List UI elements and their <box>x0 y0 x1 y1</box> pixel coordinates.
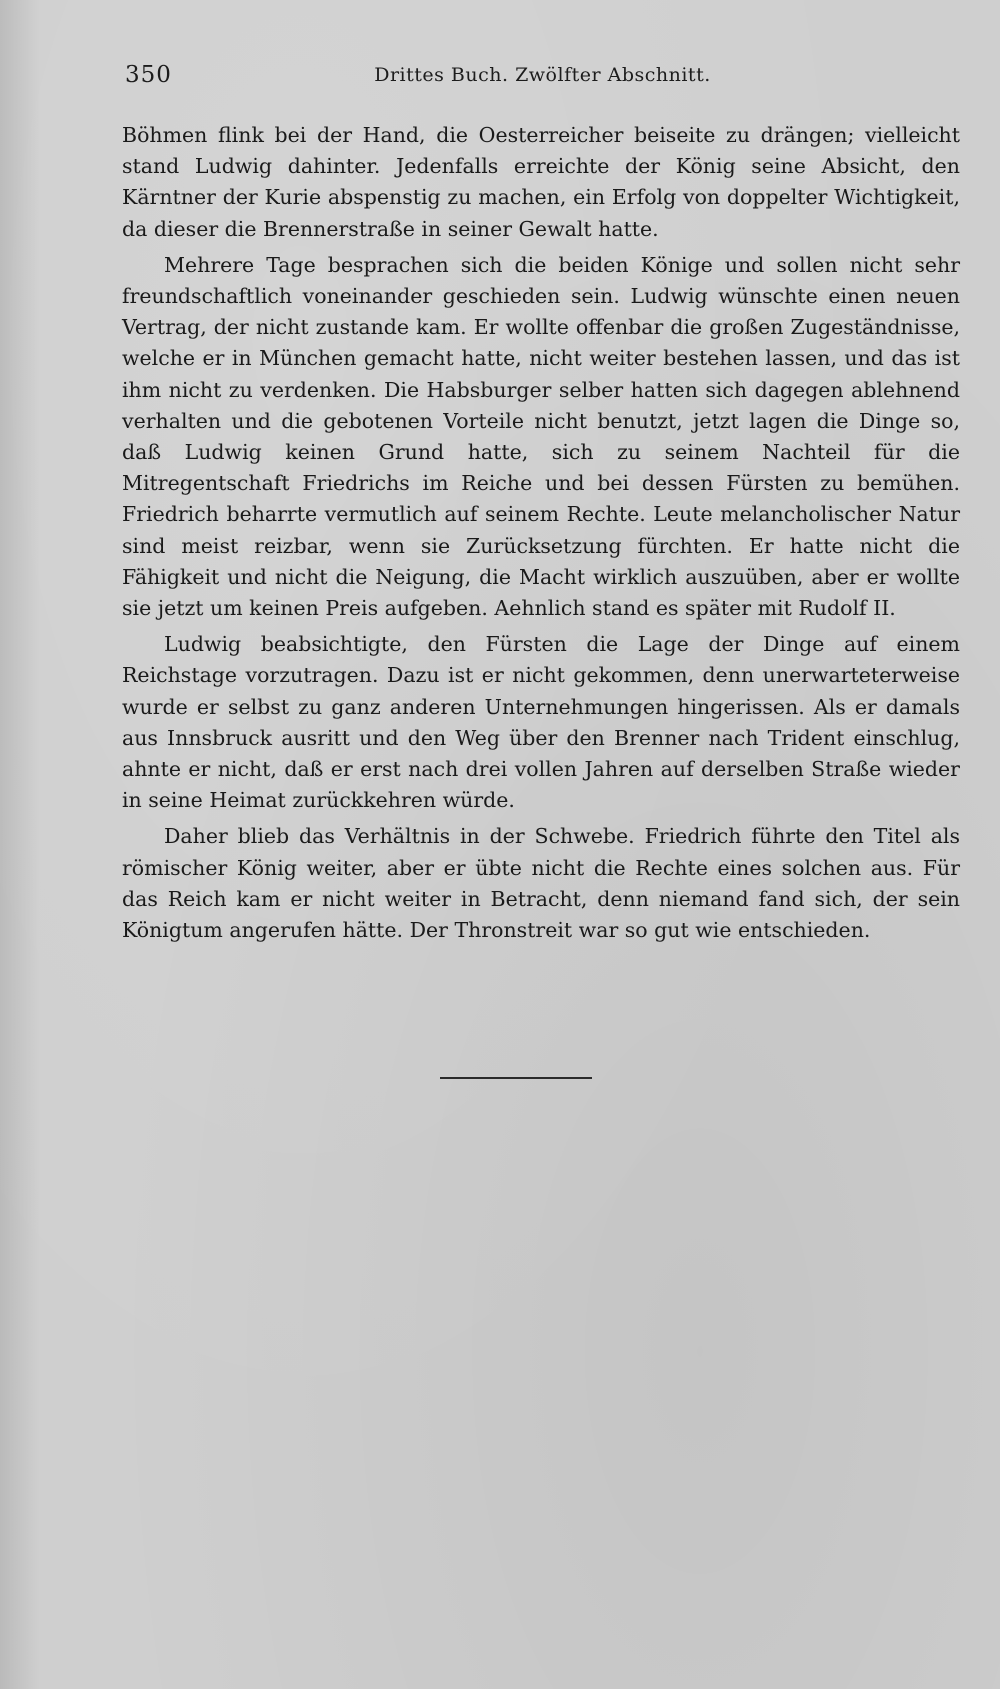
paragraph: Daher blieb das Verhältnis in der Schwebe. Friedrich führte den Titel als römischer König weiter, aber er übte nicht die Rechte eines solchen aus. Für das Reich kam er nicht weiter in Betracht, denn niemand fand sich, der sein Königtum angerufen hätte. Der Thronstreit war so gut wie entschieden. <box>122 824 960 943</box>
page-number: 350 <box>125 62 172 88</box>
body-text <box>122 120 960 951</box>
paragraph: Ludwig beabsichtigte, den Fürsten die Lage der Dinge auf einem Reichstage vorzutragen. Dazu ist er nicht gekommen, denn unerwarteterweise wurde er selbst zu ganz anderen Unternehmungen hingerissen. Als er damals aus Innsbruck ausritt und den Weg über den Brenner nach Trident einschlug, ahnte er nicht, daß er erst nach drei vollen Jahren auf derselben Straße wieder in seine Heimat zurückkehren würde. <box>122 632 960 813</box>
page-header <box>125 62 960 102</box>
paragraph-continuation: Böhmen flink bei der Hand, die Oesterreicher beiseite zu drängen; vielleicht stand Ludwig dahinter. Jedenfalls erreichte der König seine Absicht, den Kärntner der Kurie abspenstig zu machen, ein Erfolg von doppelter Wichtigkeit, da dieser die Brennerstraße in seiner Gewalt hatte. <box>122 123 960 241</box>
paragraph: Mehrere Tage besprachen sich die beiden Könige und sollen nicht sehr freundschaftlich voneinander geschieden sein. Ludwig wünschte einen neuen Vertrag, der nicht zustande kam. Er wollte offenbar die großen Zugeständnisse, welche er in München gemacht hatte, nicht weiter bestehen lassen, und das ist ihm nicht zu verdenken. Die Habsburger selber hatten sich dagegen ablehnend verhalten und die gebotenen Vorteile nicht benutzt, jetzt lagen die Dinge so, daß Ludwig keinen Grund hatte, sich zu seinem Nachteil für die Mitregentschaft Friedrichs im Reiche und bei dessen Fürsten zu bemühen. Friedrich beharrte vermutlich auf seinem Rechte. Leute melancholischer Natur sind meist reizbar, wenn sie Zurücksetzung fürchten. Er hatte nicht die Fähigkeit und nicht die Neigung, die Macht wirklich auszuüben, aber er wollte sie jetzt um keinen Preis aufgeben. Aehnlich stand es später mit Rudolf II. <box>122 252 960 621</box>
running-head: Drittes Buch. Zwölfter Abschnitt. <box>374 64 711 86</box>
section-end-rule <box>440 1077 592 1079</box>
